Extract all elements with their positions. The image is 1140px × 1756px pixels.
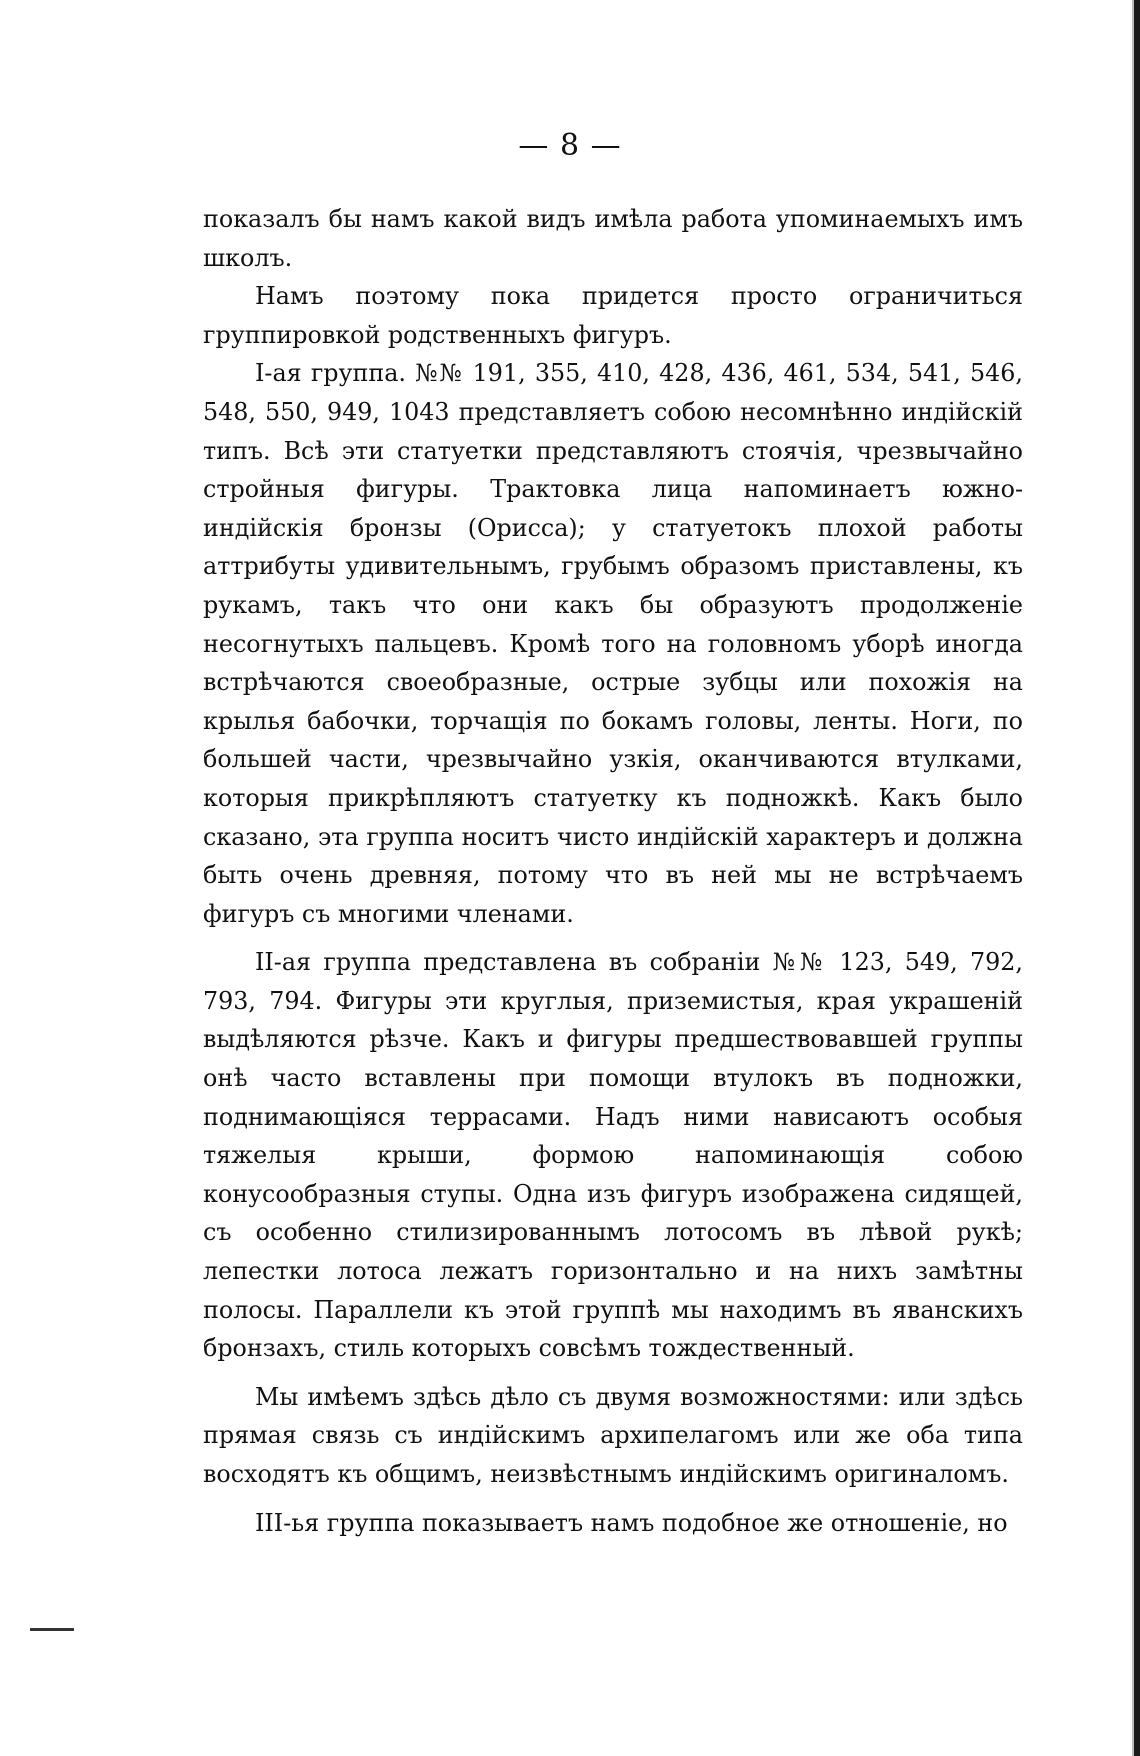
paragraph-continuation: показалъ бы намъ какой видъ имѣла работа упоминаемыхъ имъ школъ.: [203, 205, 1023, 272]
margin-mark: [30, 1628, 74, 1631]
paragraph-group-three: III-ья группа показываетъ намъ подобное же отношеніе, но: [255, 1508, 1008, 1537]
paragraph-possibilities: Мы имѣемъ здѣсь дѣло съ двумя возможностями: или здѣсь прямая связь съ индійскимъ архипелагомъ или же оба типа восходятъ къ общимъ, неизвѣстнымъ индійскимъ оригиналомъ.: [203, 1382, 1023, 1488]
paragraph-group-one: I-ая группа. №№ 191, 355, 410, 428, 436, 461, 534, 541, 546, 548, 550, 949, 1043 представляетъ собою несомнѣнно индійскій типъ. Всѣ эти статуетки представляютъ стоячія, чрезвычайно стройныя фигуры. Трактовка лица напоминаетъ южно-индійскія бронзы (Орисса); у статуетокъ плохой работы аттрибуты удивительнымъ, грубымъ образомъ приставлены, къ рукамъ, такъ что они какъ бы образуютъ продолженіе несогнутыхъ пальцевъ. Кромѣ того на головномъ уборѣ иногда встрѣчаются своеобразные, острые зубцы или похожія на крылья бабочки, торчащія по бокамъ головы, ленты. Ноги, по большей части, чрезвычайно узкія, оканчиваются втулками, которыя прикрѣпляютъ статуетку къ подножкѣ. Какъ было сказано, эта группа носитъ чисто индійскій характеръ и должна быть очень древняя, потому что въ ней мы не встрѣчаемъ фигуръ съ многими членами.: [203, 359, 1023, 928]
paragraph-group-two: II-ая группа представлена въ собраніи №№ 123, 549, 792, 793, 794. Фигуры эти круглыя, приземистыя, края украшеній выдѣляются рѣзче. Какъ и фигуры предшествовавшей группы онѣ часто вставлены при помощи втулокъ въ подножки, поднимающіяся террасами. Надъ ними нависаютъ особыя тяжелыя крыши, формою напоминающія собою конусообразныя ступы. Одна изъ фигуръ изображена сидящей, съ особенно стилизированнымъ лотосомъ въ лѣвой рукѣ; лепестки лотоса лежатъ горизонтально и на нихъ замѣтны полосы. Параллели къ этой группѣ мы находимъ въ яванскихъ бронзахъ, стиль которыхъ совсѣмъ тождественный.: [203, 948, 1023, 1363]
paragraph-grouping-intro: Намъ поэтому пока придется просто ограничиться группировкой родственныхъ фигуръ.: [203, 282, 1023, 349]
page-number: — 8 —: [518, 128, 622, 163]
body-text: [203, 200, 1023, 1542]
page-edge: [1134, 0, 1140, 1756]
